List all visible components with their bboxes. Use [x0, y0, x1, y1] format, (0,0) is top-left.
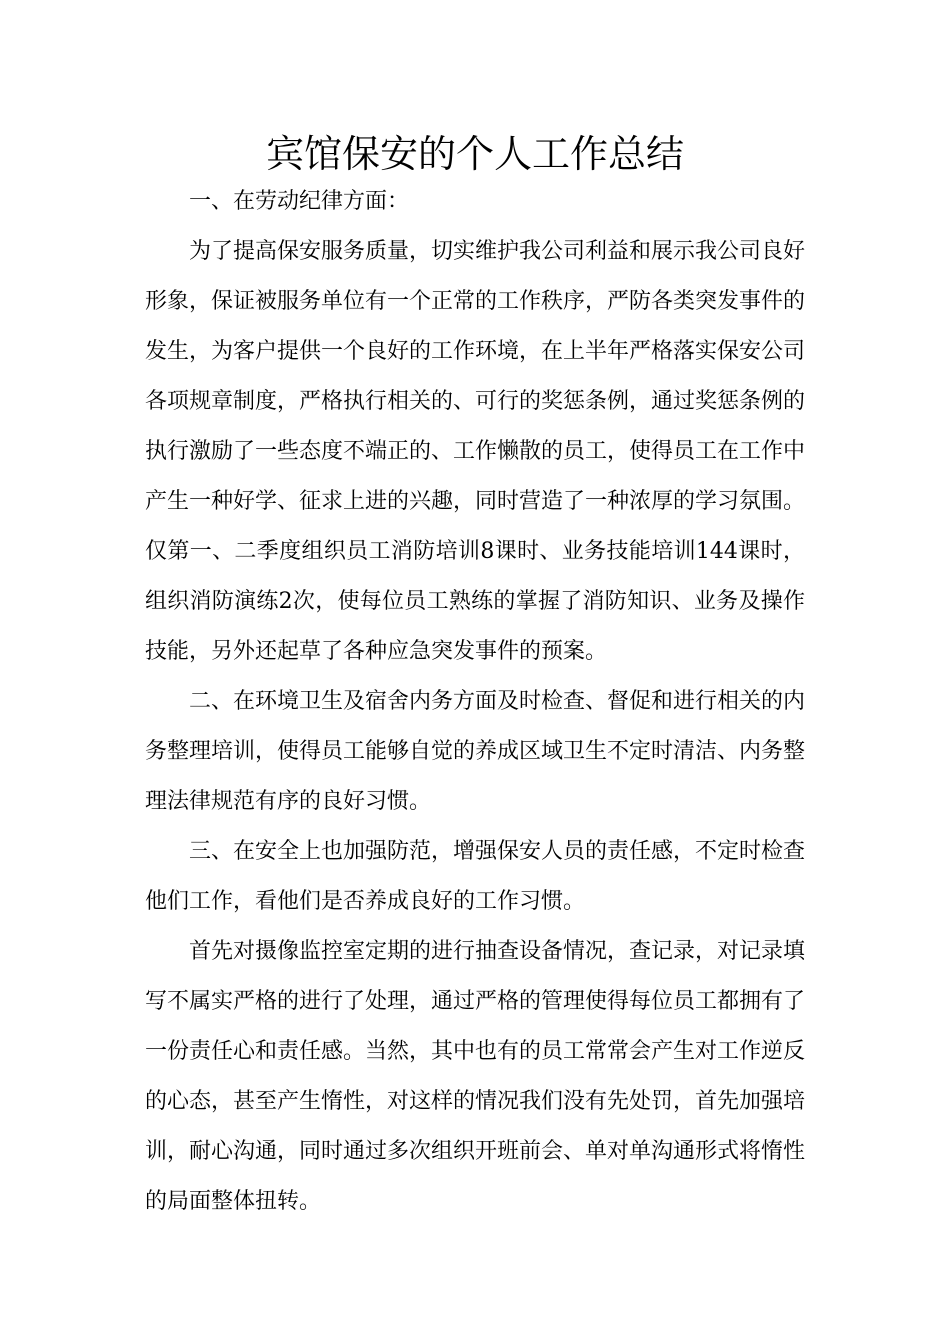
paragraph-safety: 三、在安全上也加强防范，增强保安人员的责任感，不定时检查他们工作，看他们是否养成良好的工作习惯。 — [145, 839, 806, 914]
paragraph-service-quality: 为了提高保安服务质量，切实维护我公司利益和展示我公司良好形象，保证被服务单位有一个正常的工作秩序，严防各类突发事件的发生，为客户提供一个良好的工作环境，在上半年严格落实保安公司各项规章制度，严格执行相关的、可行的奖惩条例，通过奖惩条例的执行激励了一些态度不端正的、工作懒散的员工，使得员工在工作中产生一种好学、征求上进的兴趣，同时营造了一种浓厚的学习氛围。仅第一、二季度组织员工消防培训8课时、业务技能培训144课时，组织消防演练2次，使每位员工熟练的掌握了消防知识、业务及操作技能，另外还起草了各种应急突发事件的预案。 — [145, 239, 806, 664]
document-title: 宾馆保安的个人工作总结 — [265, 132, 684, 176]
paragraph-environment-hygiene: 二、在环境卫生及宿舍内务方面及时检查、督促和进行相关的内务整理培训，使得员工能够自觉的养成区域卫生不定时清洁、内务整理法律规范有序的良好习惯。 — [145, 689, 806, 814]
paragraph-labor-discipline-heading: 一、在劳动纪律方面： — [189, 189, 410, 214]
document-body — [145, 177, 805, 1227]
paragraph-monitoring-room: 首先对摄像监控室定期的进行抽查设备情况，查记录，对记录填写不属实严格的进行了处理，通过严格的管理使得每位员工都拥有了一份责任心和责任感。当然，其中也有的员工常常会产生对工作逆反的心态，甚至产生惰性，对这样的情况我们没有先处罚，首先加强培训，耐心沟通，同时通过多次组织开班前会、单对单沟通形式将惰性的局面整体扭转。 — [145, 939, 806, 1214]
